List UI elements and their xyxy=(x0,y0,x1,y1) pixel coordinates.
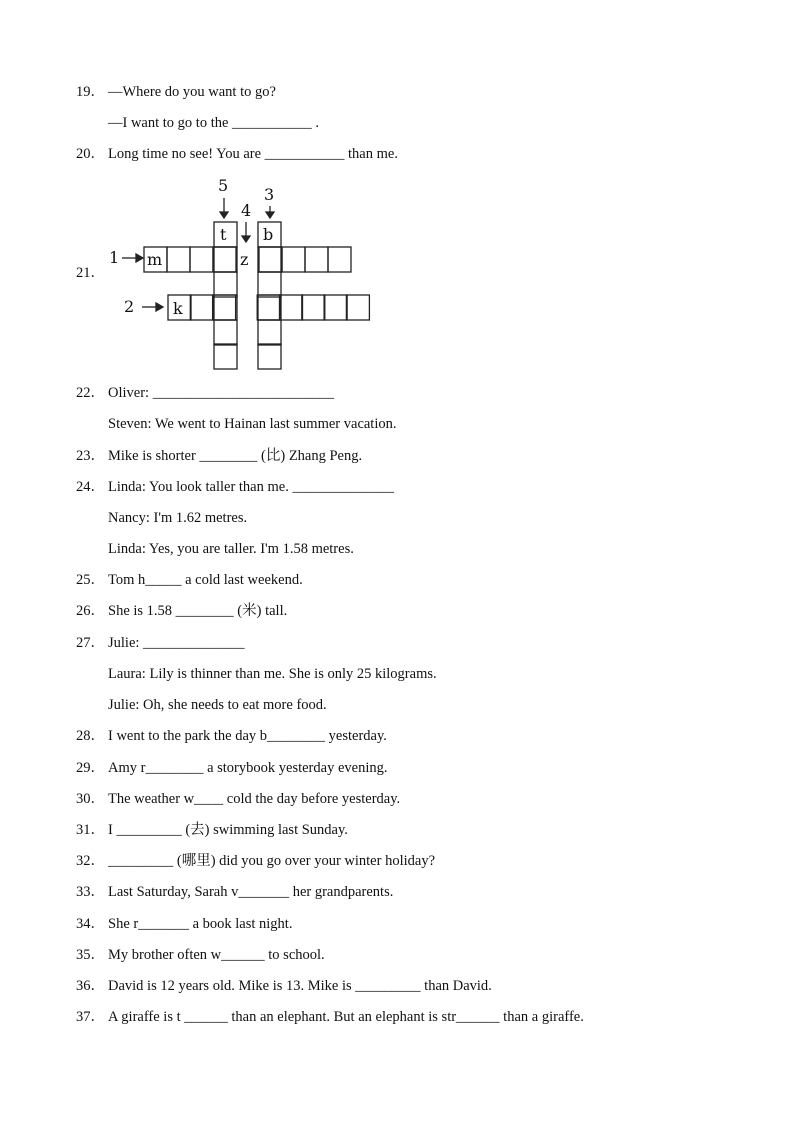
question-number: 28． xyxy=(76,728,105,744)
crossword-cell[interactable] xyxy=(214,295,237,320)
question-text: Tom h_____ a cold last weekend. xyxy=(108,572,303,588)
crossword-cell[interactable] xyxy=(258,295,281,320)
question-number: 24． xyxy=(76,479,105,495)
crossword-cell[interactable] xyxy=(258,272,281,297)
crossword-cell[interactable] xyxy=(190,295,213,320)
crossword-cell[interactable] xyxy=(214,344,237,369)
crossword-cell[interactable] xyxy=(190,247,213,272)
question-number: 31． xyxy=(76,822,105,838)
crossword-cell[interactable] xyxy=(324,295,347,320)
question-text: The weather w____ cold the day before yesterday. xyxy=(108,791,401,807)
question-text: Amy r________ a storybook yesterday evening. xyxy=(108,760,388,776)
letter-m: m xyxy=(147,250,163,269)
question-number: 30． xyxy=(76,791,105,807)
question-text: Laura: Lily is thinner than me. She is only 25 kilograms. xyxy=(108,666,437,682)
crossword-cell[interactable] xyxy=(258,247,281,272)
arrow-icons xyxy=(122,198,274,311)
crossword-cell[interactable] xyxy=(259,247,282,272)
clue-number-2: 2 xyxy=(124,297,135,316)
letter-b: b xyxy=(263,225,274,244)
question-number: 35． xyxy=(76,947,105,963)
question-number: 23． xyxy=(76,448,105,464)
question-text: She is 1.58 ________ (米) tall. xyxy=(108,603,288,619)
question-number: 20． xyxy=(76,146,105,162)
crossword-cell[interactable] xyxy=(258,320,281,345)
clue-number-1: 1 xyxy=(109,248,120,267)
question-number: 29． xyxy=(76,760,105,776)
letter-t: t xyxy=(220,225,227,244)
crossword-cell[interactable] xyxy=(257,295,280,320)
letter-k: k xyxy=(173,299,183,318)
question-text: Julie: ______________ xyxy=(108,635,245,651)
question-text: Steven: We went to Hainan last summer vacation. xyxy=(108,416,397,432)
question-text: My brother often w______ to school. xyxy=(108,947,325,963)
question-text: Long time no see! You are ___________ than me. xyxy=(108,146,398,162)
crossword-cell[interactable] xyxy=(302,295,325,320)
crossword-cell[interactable] xyxy=(214,247,237,272)
question-number: 19． xyxy=(76,84,105,100)
crossword-cell[interactable] xyxy=(282,247,305,272)
letter-z: z xyxy=(240,250,249,269)
question-number: 25． xyxy=(76,572,105,588)
question-number: 34． xyxy=(76,916,105,932)
question-text: Oliver: _________________________ xyxy=(108,385,334,401)
question-text: Nancy: I'm 1.62 metres. xyxy=(108,510,248,526)
clue-number-4: 4 xyxy=(241,201,252,220)
crossword-grid xyxy=(144,222,369,369)
question-text: I went to the park the day b________ yesterday. xyxy=(108,728,387,744)
question-text: _________ (哪里) did you go over your winter holiday? xyxy=(108,853,436,869)
crossword-cell[interactable] xyxy=(214,272,237,297)
question-number: 36． xyxy=(76,978,105,994)
question-number: 21． xyxy=(76,265,105,281)
crossword-cell[interactable] xyxy=(305,247,328,272)
question-text: —Where do you want to go? xyxy=(108,84,276,100)
crossword-cell[interactable] xyxy=(280,295,303,320)
question-text: Linda: Yes, you are taller. I'm 1.58 metres. xyxy=(108,541,354,557)
clue-number-3: 3 xyxy=(264,185,275,204)
crossword-cell[interactable] xyxy=(258,344,281,369)
question-text: —I want to go to the ___________ . xyxy=(108,115,320,131)
question-text: I _________ (去) swimming last Sunday. xyxy=(108,822,348,838)
crossword-puzzle xyxy=(100,170,380,380)
crossword-cell[interactable] xyxy=(346,295,369,320)
question-text: Mike is shorter ________ (比) Zhang Peng. xyxy=(108,448,363,464)
clue-number-5: 5 xyxy=(218,176,229,195)
question-text: She r_______ a book last night. xyxy=(108,916,293,932)
crossword-cell[interactable] xyxy=(213,247,236,272)
question-number: 32． xyxy=(76,853,105,869)
question-number: 33． xyxy=(76,884,105,900)
question-number: 26． xyxy=(76,603,105,619)
question-text: Julie: Oh, she needs to eat more food. xyxy=(108,697,327,713)
question-text: Linda: You look taller than me. ______________ xyxy=(108,479,394,495)
question-text: David is 12 years old. Mike is 13. Mike is _________ than David. xyxy=(108,978,492,994)
question-text: Last Saturday, Sarah v_______ her grandparents. xyxy=(108,884,394,900)
crossword-cell[interactable] xyxy=(214,320,237,345)
crossword-cell[interactable] xyxy=(213,295,236,320)
crossword-cell[interactable] xyxy=(167,247,190,272)
question-number: 22． xyxy=(76,385,105,401)
crossword-cell[interactable] xyxy=(328,247,351,272)
question-number: 37． xyxy=(76,1009,105,1025)
question-number: 27． xyxy=(76,635,105,651)
question-text: A giraffe is t ______ than an elephant. But an elephant is str______ than a giraffe. xyxy=(108,1009,584,1025)
